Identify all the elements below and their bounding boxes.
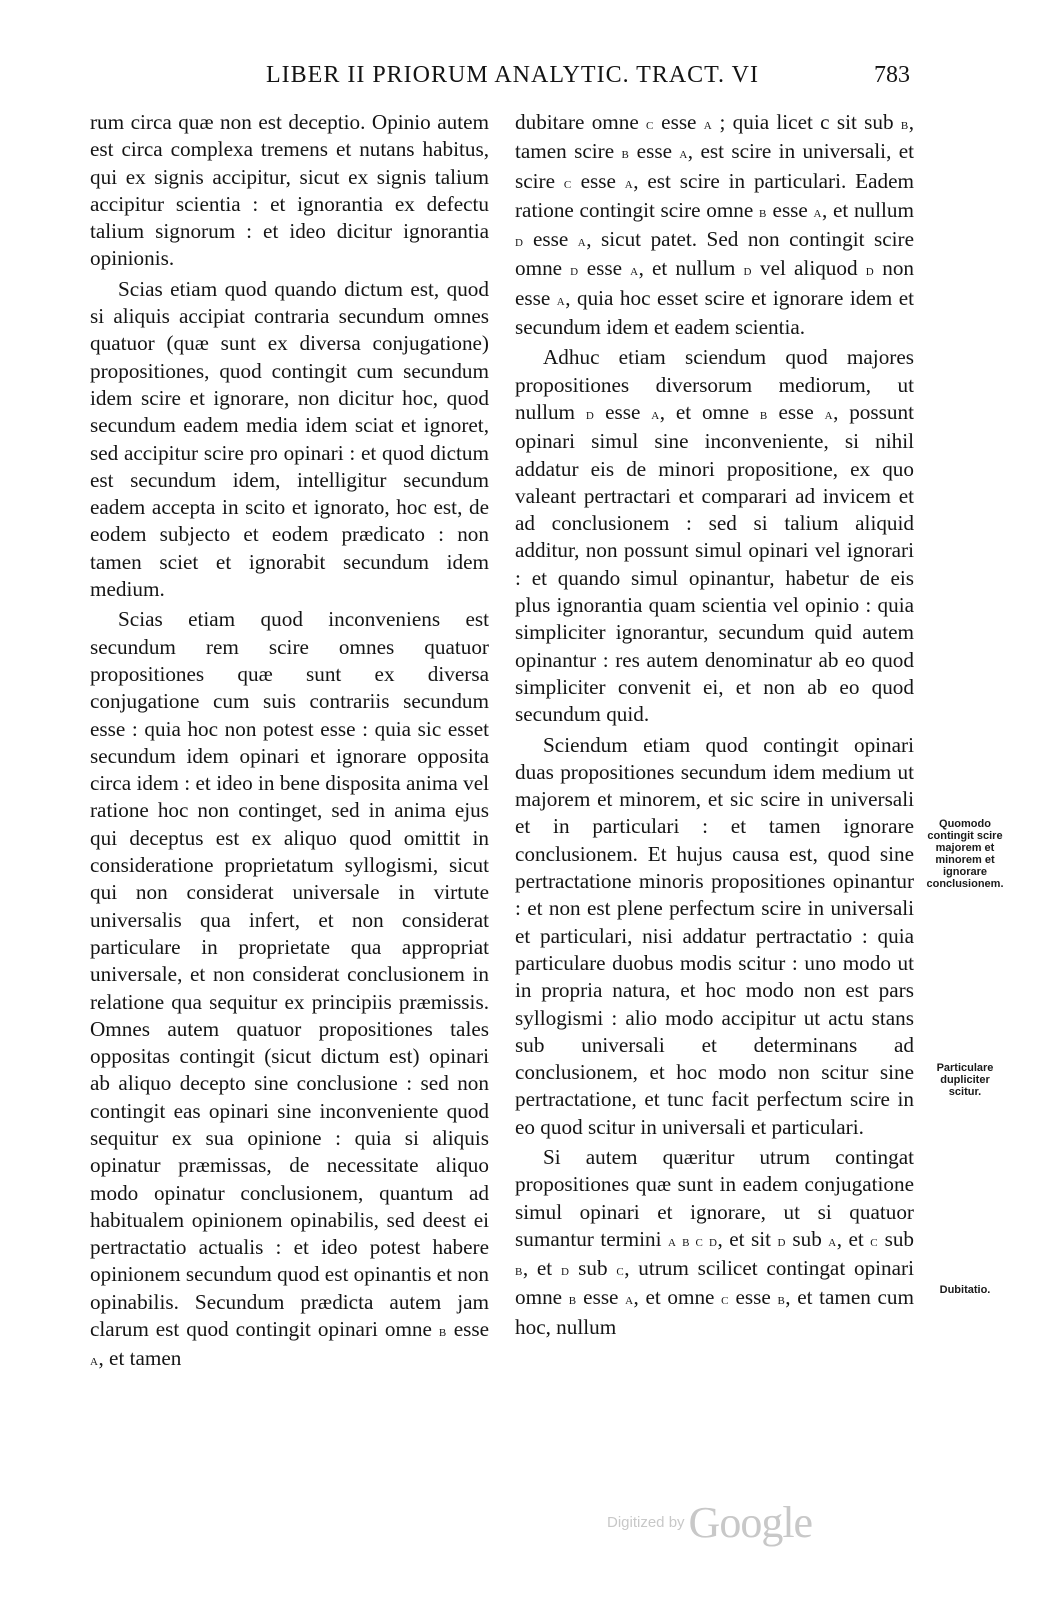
term-letter: d bbox=[865, 262, 875, 280]
term-letter: c bbox=[646, 116, 654, 133]
text-run: esse bbox=[766, 197, 814, 222]
term-letter: d bbox=[777, 1232, 786, 1250]
page-number: 783 bbox=[874, 62, 910, 88]
term-letter: a bbox=[651, 405, 660, 423]
left-paragraph-3 bbox=[90, 606, 489, 1374]
text-run: esse bbox=[728, 1285, 778, 1310]
text-run: Sciendum etiam quod contingit opinari duas propositiones secundum idem medium ut majorem et minorem, et sic scire in universali et in particulari : et tamen ignorare conclusionem. Et hujus causa est, quod sine pertractatione minoris propositiones opinantur : et non est plene perfectum scire in universali et particulari, nisi addatur pertractatio : quia particulare duobus modis scitur : uno modo ut in propria natura, et hoc modo non est pars syllogismi : alio modo accipitur ut actu stans sub universali et determinans ad conclusionem, et hoc modo non scitur sine pertractatione, et tunc facit perfectum scire in eo quod scitur in universali et particulari. bbox=[515, 732, 914, 1139]
text-run: , et nullum bbox=[821, 197, 914, 222]
left-paragraph-1: rum circa quæ non est deceptio. Opinio autem est circa complexa tremens et nutans habitus, qui ex signis accipitur, sicut ex signis talium accipitur scientia : et ignorantia ex defectu talium signorum : et ideo dicitur ignorantia opinionis. bbox=[90, 110, 489, 271]
term-letter: d bbox=[515, 233, 524, 251]
text-run: esse bbox=[576, 1285, 626, 1310]
marginal-note-quomodo: Quomodo contingit scire majorem et minorem et ignorare conclusionem. bbox=[926, 818, 1004, 890]
text-run: , utrum scilicet contingat opinari omne bbox=[515, 1256, 914, 1310]
term-letter: b bbox=[900, 116, 909, 133]
text-run: , et omne bbox=[659, 399, 760, 424]
left-paragraph-3-end: , et tamen bbox=[98, 1346, 182, 1371]
term-letter: a bbox=[556, 291, 566, 309]
text-run: , tamen scire bbox=[515, 110, 914, 164]
watermark-prefix: Digitized by bbox=[607, 1514, 685, 1531]
text-run: esse bbox=[523, 227, 578, 252]
term-letter: a bbox=[624, 174, 634, 192]
term-letter: a bbox=[630, 262, 639, 280]
term-letter: b bbox=[777, 1291, 786, 1309]
running-title: LIBER II PRIORUM ANALYTIC. TRACT. VI bbox=[266, 62, 759, 88]
term-letter: b bbox=[759, 203, 767, 221]
term-letter: b bbox=[438, 1323, 447, 1341]
term-letter: c bbox=[870, 1232, 879, 1250]
text-run: esse bbox=[571, 168, 625, 193]
text-run: dubitare omne bbox=[515, 110, 647, 134]
text-run: non esse bbox=[515, 256, 915, 310]
term-letter: a bbox=[679, 145, 688, 163]
text-run: ; quia licet c sit sub bbox=[712, 110, 901, 134]
text-run: esse bbox=[578, 256, 631, 281]
marginal-note-dubitatio: Dubitatio. bbox=[939, 1284, 991, 1296]
text-run: , et bbox=[836, 1226, 871, 1251]
right-paragraph-2 bbox=[515, 344, 914, 728]
term-letter: a bbox=[577, 233, 587, 251]
term-letter: d bbox=[560, 1262, 570, 1280]
right-paragraph-1 bbox=[515, 109, 914, 341]
term-letter: c bbox=[563, 174, 572, 192]
text-run: Adhuc etiam sciendum quod majores propositiones diversorum mediorum, ut nullum bbox=[515, 345, 914, 424]
text-run: esse bbox=[767, 399, 825, 424]
left-paragraph-3-mid: esse bbox=[446, 1317, 489, 1342]
right-column bbox=[515, 109, 914, 1341]
text-run: , et tamen cum hoc, nullum bbox=[515, 1285, 914, 1339]
text-run: , et bbox=[522, 1256, 561, 1281]
term-letter: a bbox=[824, 405, 834, 423]
term-letter: b bbox=[568, 1291, 577, 1309]
text-run: esse bbox=[594, 399, 652, 424]
term-letter: b bbox=[515, 1262, 523, 1280]
text-run: sub bbox=[569, 1256, 617, 1281]
text-run: sub bbox=[878, 1226, 915, 1251]
text-run: Si autem quæritur utrum contingat propositiones quæ sunt in eadem conjugatione simul opinari et ignorare, ut si quatuor sumantur termini bbox=[515, 1144, 914, 1251]
term-letter: d bbox=[570, 262, 579, 280]
right-paragraph-4 bbox=[515, 1144, 914, 1341]
left-paragraph-2: Scias etiam quod quando dictum est, quod si aliquis accipiat contraria secundum omnes quatuor (quæ sunt ex diversa conjugatione) propositiones, quod contingit cum secundum idem scire et ignorare, non dicitur hoc, quod secundum eadem media idem sciat et ignoret, sed accipitur scire pro opinari : et quod dictum est secundum idem, intelligitur secundum eadem accepta in scito et ignorato, hoc est, de eodem subjecto et eodem prædicato : non tamen sciet et ignorabit secundum idem medium. bbox=[90, 276, 489, 602]
text-run: , et sit bbox=[717, 1226, 778, 1251]
term-letter: a b c d bbox=[667, 1232, 718, 1250]
left-column bbox=[90, 109, 489, 1375]
left-paragraph-3-text: Scias etiam quod inconveniens est secundum rem scire omnes quatuor propositiones quæ sunt ex diversa conjugatione cum suis contrariis secundum esse : quia hoc non potest esse : quia sic esset secundum idem opinari et ignorare opposita circa idem : et ideo in bene disposita anima vel ratione hoc non continget, sed in anima ejus qui deceptus est ex aliquo quod omittit in consideratione proprietatum syllogismi, sicut qui non considerat universale in virtute universalis qua infert, et non considerat particulare in proprietate qua appropriat universale, et non considerat conclusionem in relatione qua sequitur ex principiis præmissis. Omnes autem quatuor propositiones tales oppositas contingit (sicut dictum est) opinari ab aliquo decepto sine conclusione : sed non contingit eas opinari sine inconveniente quod sequitur ex sua opinione : quia si aliquis opinatur præmissas, de necessitate aliquo modo opinatur conclusionem, quantum ad habitualem opinionem opinabilis, sed deest ei pertractatio actualis : et ideo potest habere opinionem secundum quod est opinantis et non opinabilis. Secundum prædicta autem jam clarum est quod contingit opinari omne bbox=[90, 607, 489, 1342]
term-letter: d bbox=[585, 405, 595, 423]
term-letter: a bbox=[90, 1352, 99, 1370]
text-run: , et nullum bbox=[638, 256, 744, 281]
term-letter: d bbox=[743, 262, 752, 280]
marginal-note-particulare: Particulare dupliciter scitur. bbox=[936, 1062, 994, 1098]
term-letter: a bbox=[828, 1232, 837, 1250]
text-run: , et omne bbox=[633, 1285, 722, 1310]
text-run: , possunt opinari simul sine inconveniente, si nihil addatur eis de minori propositione, ex quo valeant pertractari et comparari ad invicem et ad conclusionem : sed si talium aliquid additur, non possunt simul opinari vel ignorari : et quando simul opinantur, habetur de eis plus ignorantia quam scientia vel opinio : quia simpliciter ignorantur, secundum quid autem opinantur : res autem denominatur ab eo quod simpliciter convenit ei, et non ab eo quod secundum quid. bbox=[515, 399, 914, 727]
google-logo: Google bbox=[688, 1498, 813, 1547]
text-run: , sicut patet. Sed non contingit scire omne bbox=[515, 227, 914, 281]
term-letter: c bbox=[721, 1291, 729, 1309]
text-run: esse bbox=[653, 110, 704, 134]
term-letter: c bbox=[616, 1262, 625, 1280]
term-letter: a bbox=[813, 203, 822, 221]
text-run: , quia hoc esset scire et ignorare idem et secundum idem et eadem scientia. bbox=[515, 285, 914, 340]
term-letter: b bbox=[759, 405, 768, 423]
text-run: sub bbox=[785, 1226, 829, 1251]
text-run: , est scire in universali, et scire bbox=[515, 139, 915, 193]
text-run: esse bbox=[629, 139, 680, 164]
term-letter: a bbox=[703, 116, 713, 133]
term-letter: b bbox=[621, 145, 630, 163]
term-letter: a bbox=[625, 1291, 634, 1309]
running-header bbox=[90, 62, 920, 98]
text-run: , est scire in particulari. Eadem ratione contingit scire omne bbox=[515, 168, 914, 222]
right-paragraph-3 bbox=[515, 732, 914, 1141]
text-run: vel aliquod bbox=[751, 256, 866, 281]
digitized-watermark bbox=[607, 1497, 812, 1548]
